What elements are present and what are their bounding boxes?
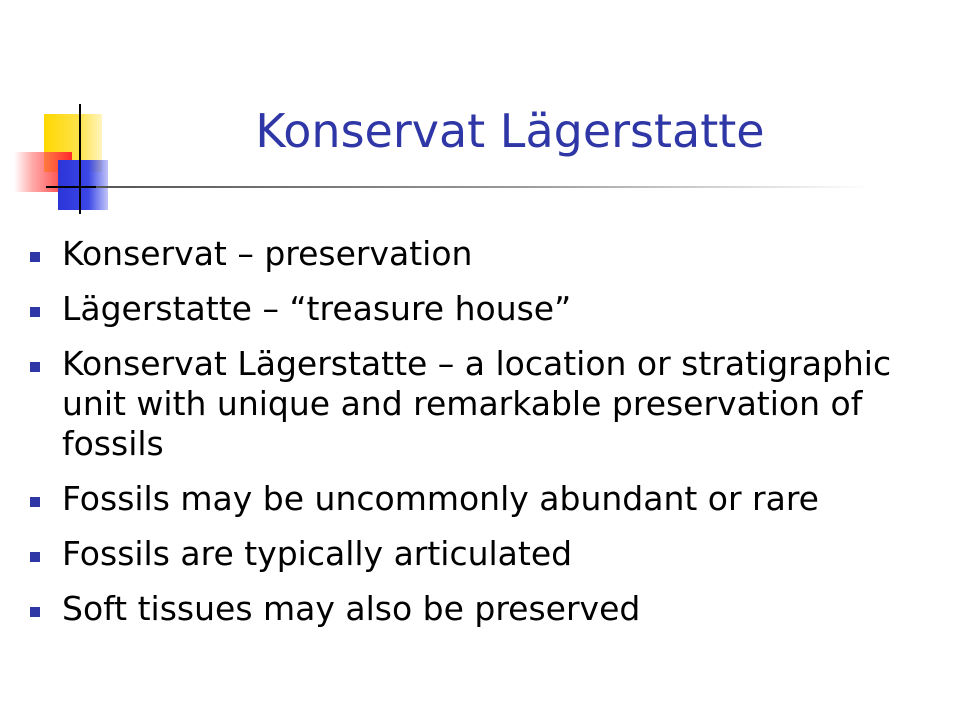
bullet-square-icon xyxy=(30,252,40,262)
bullet-text: Soft tissues may also be preserved xyxy=(62,589,641,628)
title-underline xyxy=(96,186,870,188)
bullet-text: Fossils are typically articulated xyxy=(62,534,573,573)
bullet-square-icon xyxy=(30,307,40,317)
blue-square xyxy=(58,160,108,210)
bullet-item xyxy=(28,344,948,464)
bullet-item xyxy=(28,289,948,329)
bullet-square-icon xyxy=(30,607,40,617)
bullet-square-icon xyxy=(30,497,40,507)
logo-horizontal-line xyxy=(46,186,96,188)
bullet-text: Konservat – preservation xyxy=(62,234,473,273)
bullet-square-icon xyxy=(30,552,40,562)
slide-title: Konservat Lägerstatte xyxy=(255,104,765,158)
bullet-item xyxy=(28,234,948,274)
bullet-text: Lägerstatte – “treasure house” xyxy=(62,289,572,328)
bullet-text: Fossils may be uncommonly abundant or rare xyxy=(62,479,819,518)
bullet-text: Konservat Lägerstatte – a location or stratigraphic unit with unique and remarkable preservation of fossils xyxy=(62,344,892,463)
bullet-item xyxy=(28,479,948,519)
bullet-square-icon xyxy=(30,362,40,372)
bullet-item xyxy=(28,534,948,574)
bullet-item xyxy=(28,589,948,629)
bullet-list xyxy=(28,234,948,644)
